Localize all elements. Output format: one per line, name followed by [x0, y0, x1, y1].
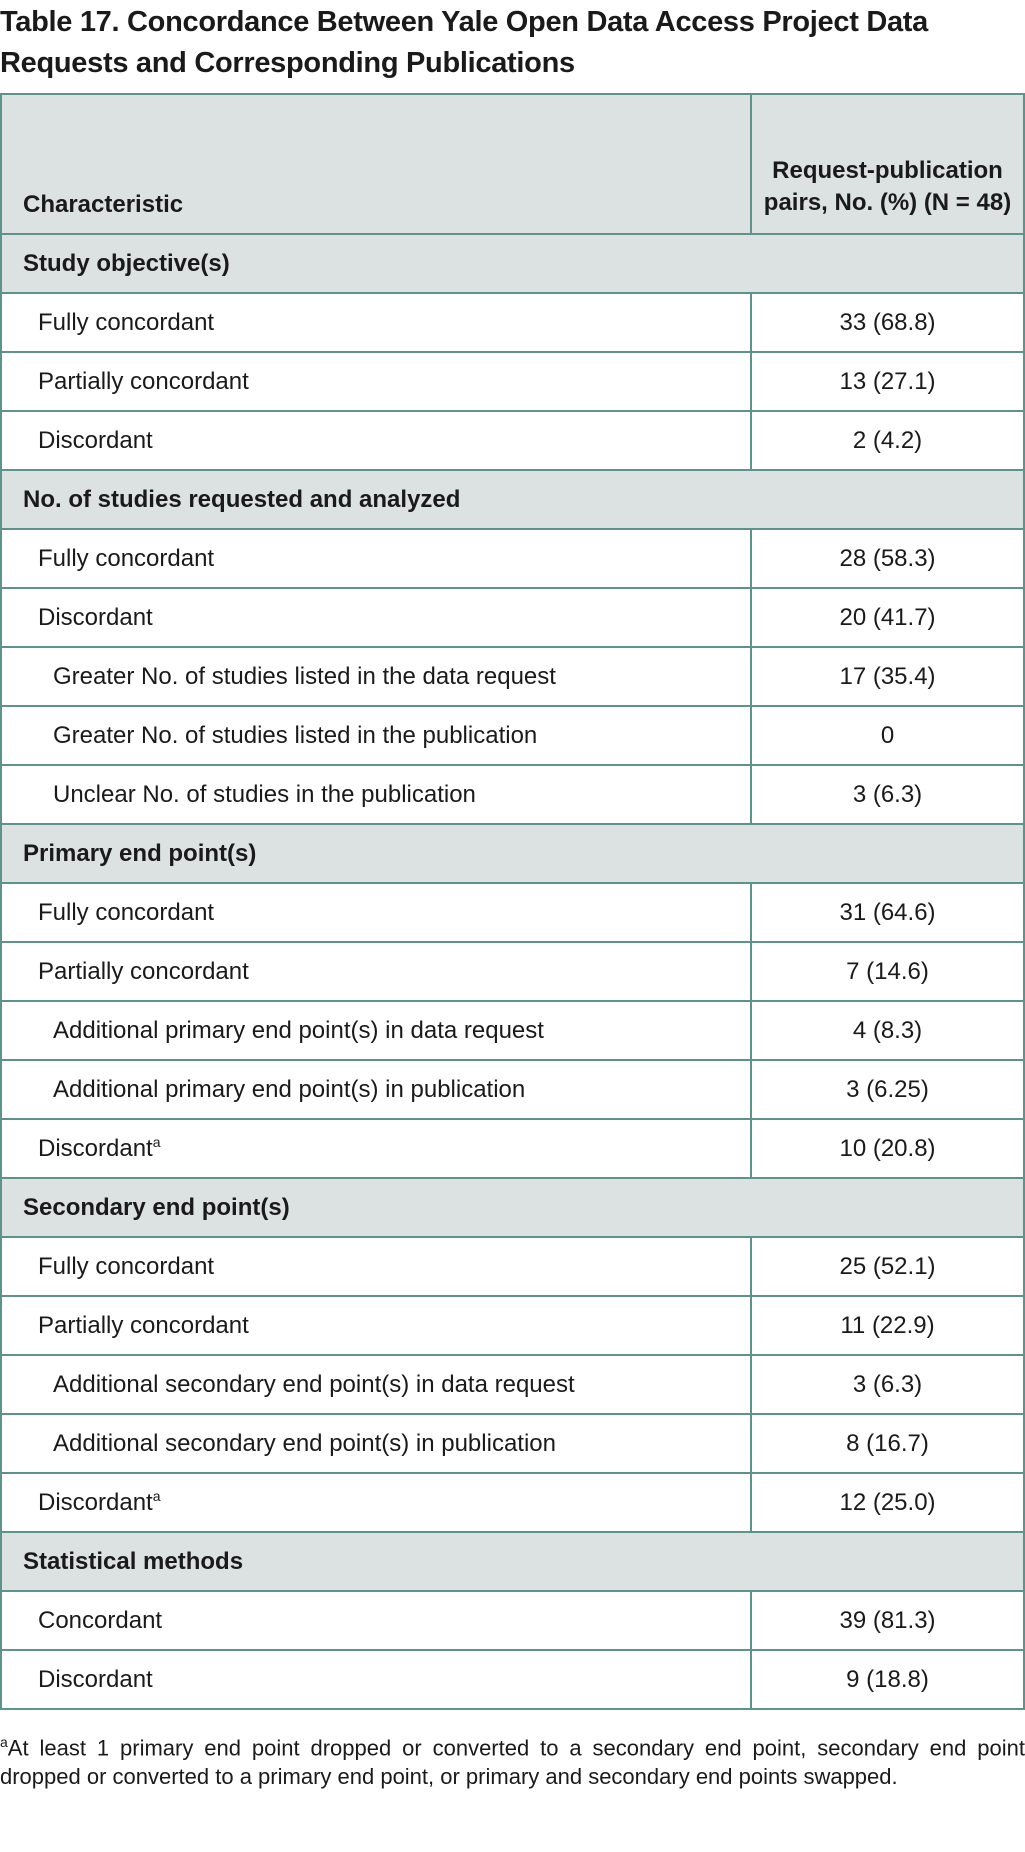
row-label-cell — [1, 1591, 751, 1650]
row-label-cell — [1, 588, 751, 647]
row-label: Fully concordant — [38, 898, 215, 926]
row-label-cell — [1, 765, 751, 824]
row-value: 8 (16.7) — [751, 1414, 1024, 1473]
header-characteristic: Characteristic — [1, 94, 751, 234]
table-row — [1, 1296, 1024, 1355]
table-row — [1, 647, 1024, 706]
row-value: 7 (14.6) — [751, 942, 1024, 1001]
concordance-table — [0, 93, 1025, 1710]
section-label: Primary end point(s) — [1, 824, 1024, 883]
section-row — [1, 234, 1024, 293]
header-row — [1, 94, 1024, 234]
table-row — [1, 293, 1024, 352]
table-row — [1, 765, 1024, 824]
row-value: 0 — [751, 706, 1024, 765]
table-row — [1, 411, 1024, 470]
table-row — [1, 1001, 1024, 1060]
table-row — [1, 1473, 1024, 1532]
row-label: Discordant — [38, 1135, 153, 1162]
footnote-text: At least 1 primary end point dropped or converted to a secondary end point, secondary end point dropped or converted to a primary end point, or primary and secondary end points swapped. — [0, 1735, 1025, 1790]
row-label: Concordant — [38, 1606, 163, 1634]
section-label: Statistical methods — [1, 1532, 1024, 1591]
row-value: 3 (6.3) — [751, 1355, 1024, 1414]
section-row — [1, 1532, 1024, 1591]
row-label-cell — [1, 883, 751, 942]
row-value: 20 (41.7) — [751, 588, 1024, 647]
row-value: 10 (20.8) — [751, 1119, 1024, 1178]
row-label-cell — [1, 529, 751, 588]
row-label: Greater No. of studies listed in the data request — [53, 662, 556, 690]
table-row — [1, 588, 1024, 647]
table-row — [1, 1650, 1024, 1709]
row-label-cell — [1, 1001, 751, 1060]
section-row — [1, 470, 1024, 529]
row-value: 33 (68.8) — [751, 293, 1024, 352]
row-value: 3 (6.3) — [751, 765, 1024, 824]
table-row — [1, 1591, 1024, 1650]
table-row — [1, 529, 1024, 588]
row-label: Discordant — [38, 603, 153, 631]
table-title: Table 17. Concordance Between Yale Open Data Access Project Data Requests and Corresponding Publications — [0, 6, 928, 79]
table-row — [1, 1060, 1024, 1119]
row-label: Discordant — [38, 426, 153, 454]
row-value: 4 (8.3) — [751, 1001, 1024, 1060]
row-label-cell — [1, 411, 751, 470]
section-row — [1, 1178, 1024, 1237]
row-label: Additional primary end point(s) in data request — [53, 1016, 544, 1044]
row-label-cell — [1, 1237, 751, 1296]
table-row — [1, 1119, 1024, 1178]
header-value: Request-publication pairs, No. (%) (N = 48) — [751, 94, 1024, 234]
row-value: 28 (58.3) — [751, 529, 1024, 588]
footnote-marker: a — [0, 1734, 8, 1750]
table-row — [1, 1237, 1024, 1296]
row-value: 12 (25.0) — [751, 1473, 1024, 1532]
row-value: 13 (27.1) — [751, 352, 1024, 411]
row-label: Partially concordant — [38, 1311, 249, 1339]
row-value: 3 (6.25) — [751, 1060, 1024, 1119]
row-value: 31 (64.6) — [751, 883, 1024, 942]
row-value: 11 (22.9) — [751, 1296, 1024, 1355]
table-row — [1, 352, 1024, 411]
row-value: 25 (52.1) — [751, 1237, 1024, 1296]
table-row — [1, 942, 1024, 1001]
table-row — [1, 1355, 1024, 1414]
row-value: 17 (35.4) — [751, 647, 1024, 706]
row-label: Fully concordant — [38, 544, 215, 572]
footnote-ref: a — [152, 1134, 161, 1150]
row-label: Greater No. of studies listed in the publication — [53, 721, 538, 749]
row-label-cell — [1, 942, 751, 1001]
footnote — [0, 1728, 1025, 1791]
row-value: 2 (4.2) — [751, 411, 1024, 470]
table-row — [1, 883, 1024, 942]
section-row — [1, 824, 1024, 883]
table-row — [1, 1414, 1024, 1473]
section-label: No. of studies requested and analyzed — [1, 470, 1024, 529]
row-value: 9 (18.8) — [751, 1650, 1024, 1709]
row-label-cell — [1, 1650, 751, 1709]
row-label: Discordant — [38, 1489, 153, 1516]
row-label-cell — [1, 706, 751, 765]
row-value: 39 (81.3) — [751, 1591, 1024, 1650]
row-label-cell — [1, 352, 751, 411]
row-label: Additional primary end point(s) in publication — [53, 1075, 526, 1103]
row-label-cell — [1, 1296, 751, 1355]
section-label: Study objective(s) — [1, 234, 1024, 293]
row-label: Unclear No. of studies in the publication — [53, 780, 476, 808]
section-label: Secondary end point(s) — [1, 1178, 1024, 1237]
row-label: Additional secondary end point(s) in data request — [53, 1370, 575, 1398]
row-label-cell — [1, 1060, 751, 1119]
row-label-cell — [1, 1119, 751, 1178]
row-label: Fully concordant — [38, 308, 215, 336]
row-label-cell — [1, 1473, 751, 1532]
row-label: Partially concordant — [38, 957, 249, 985]
row-label: Fully concordant — [38, 1252, 215, 1280]
row-label: Partially concordant — [38, 367, 249, 395]
row-label-cell — [1, 647, 751, 706]
row-label: Discordant — [38, 1665, 153, 1693]
footnote-ref: a — [152, 1488, 161, 1504]
row-label-cell — [1, 1355, 751, 1414]
row-label: Additional secondary end point(s) in publication — [53, 1429, 556, 1457]
row-label-cell — [1, 293, 751, 352]
table-row — [1, 706, 1024, 765]
row-label-cell — [1, 1414, 751, 1473]
